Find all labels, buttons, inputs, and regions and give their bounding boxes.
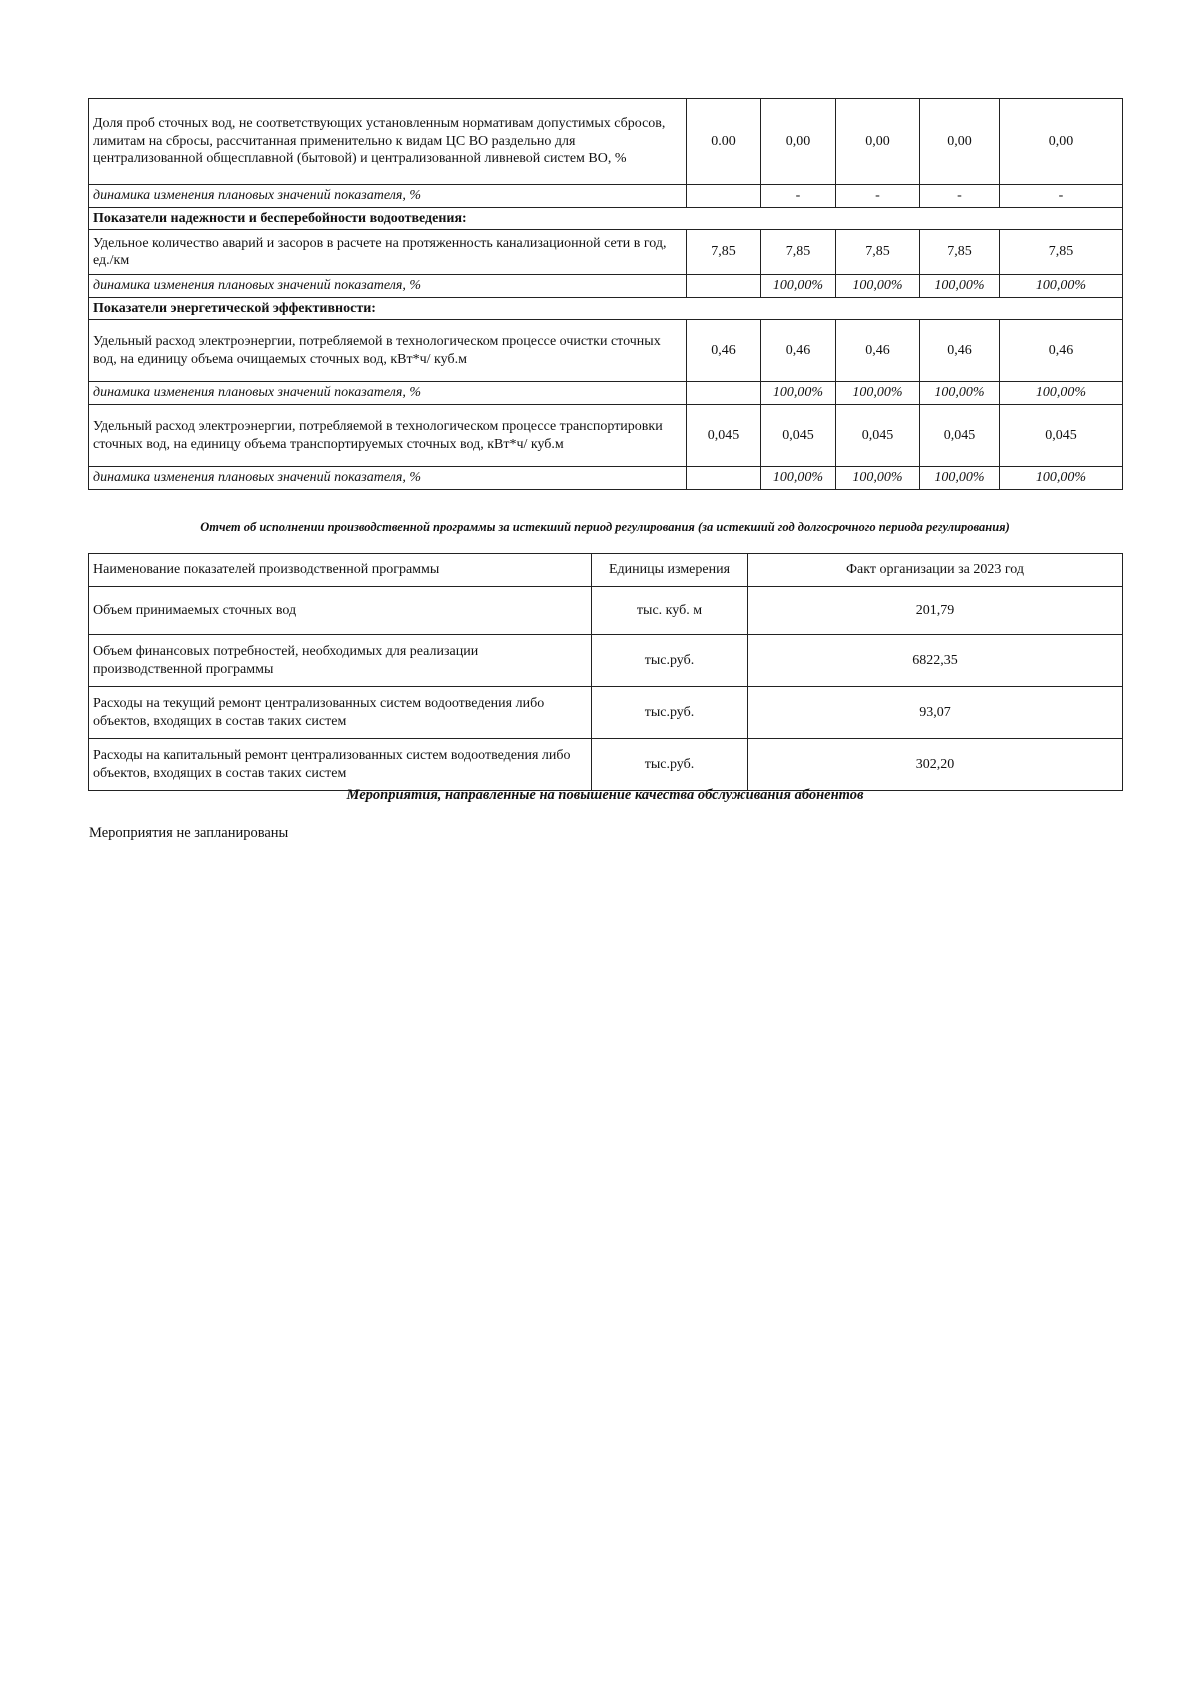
row-label: динамика изменения плановых значений показателя, % [89, 275, 687, 298]
value-cell: 100,00% [1000, 275, 1123, 298]
report-row [89, 587, 1123, 635]
dynamic-row [89, 185, 1123, 208]
value-cell: 100,00% [761, 467, 836, 490]
value-cell: 100,00% [920, 467, 1000, 490]
value-cell: 100,00% [1000, 382, 1123, 405]
header-fact: Факт организации за 2023 год [748, 554, 1123, 587]
value-cell: 100,00% [761, 275, 836, 298]
value-cell: 7,85 [687, 230, 761, 275]
report-name: Расходы на капитальный ремонт централизованных систем водоотведения либо объектов, входящих в состав таких систем [89, 739, 592, 791]
row-label: Удельное количество аварий и засоров в расчете на протяженность канализационной сети в год, ед./км [89, 230, 687, 275]
indicator-row [89, 405, 1123, 467]
dynamic-row [89, 382, 1123, 405]
report-name: Объем финансовых потребностей, необходимых для реализации производственной программы [89, 635, 592, 687]
value-cell: 0,045 [761, 405, 836, 467]
row-label: динамика изменения плановых значений показателя, % [89, 382, 687, 405]
report-title: Отчет об исполнении производственной программы за истекший период регулирования (за истекший год долгосрочного периода регулирования) [200, 520, 1010, 534]
indicator-row [89, 230, 1123, 275]
value-cell [687, 382, 761, 405]
value-cell: 0.00 [687, 99, 761, 185]
value-cell: 0,045 [920, 405, 1000, 467]
dynamic-row [89, 275, 1123, 298]
value-cell: 7,85 [836, 230, 920, 275]
value-cell: 0,00 [1000, 99, 1123, 185]
value-cell: 7,85 [761, 230, 836, 275]
value-cell: - [920, 185, 1000, 208]
report-name: Расходы на текущий ремонт централизованных систем водоотведения либо объектов, входящих в состав таких систем [89, 687, 592, 739]
value-cell: - [836, 185, 920, 208]
report-row [89, 687, 1123, 739]
report-unit: тыс. куб. м [592, 587, 748, 635]
value-cell: 100,00% [836, 382, 920, 405]
value-cell: 7,85 [1000, 230, 1123, 275]
header-unit: Единицы измерения [592, 554, 748, 587]
report-header-row [89, 554, 1123, 587]
value-cell [687, 275, 761, 298]
report-row [89, 739, 1123, 791]
indicator-row [89, 320, 1123, 382]
value-cell: 0,46 [836, 320, 920, 382]
value-cell [687, 467, 761, 490]
report-fact: 302,20 [748, 739, 1123, 791]
report-fact: 201,79 [748, 587, 1123, 635]
section-row [89, 298, 1123, 320]
value-cell: 0,46 [687, 320, 761, 382]
value-cell: 100,00% [836, 467, 920, 490]
row-label: Показатели энергетической эффективности: [89, 298, 1123, 320]
value-cell: 100,00% [1000, 467, 1123, 490]
value-cell [687, 185, 761, 208]
report-fact: 6822,35 [748, 635, 1123, 687]
report-table [88, 553, 1123, 791]
value-cell: 0,46 [920, 320, 1000, 382]
measures-text: Мероприятия не запланированы [89, 825, 289, 841]
row-label: Удельный расход электроэнергии, потребляемой в технологическом процессе очистки сточных вод, на единицу объема очищаемых сточных вод, кВт*ч/ куб.м [89, 320, 687, 382]
report-unit: тыс.руб. [592, 739, 748, 791]
dynamic-row [89, 467, 1123, 490]
value-cell: 0,045 [836, 405, 920, 467]
value-cell: 7,85 [920, 230, 1000, 275]
value-cell: - [1000, 185, 1123, 208]
row-label: динамика изменения плановых значений показателя, % [89, 467, 687, 490]
measures-title: Мероприятия, направленные на повышение качества обслуживания абонентов [346, 787, 864, 803]
value-cell: - [761, 185, 836, 208]
indicators-table [88, 98, 1123, 490]
indicator-row [89, 99, 1123, 185]
value-cell: 100,00% [920, 275, 1000, 298]
report-unit: тыс.руб. [592, 635, 748, 687]
report-name: Объем принимаемых сточных вод [89, 587, 592, 635]
value-cell: 0,045 [1000, 405, 1123, 467]
section-row [89, 208, 1123, 230]
value-cell: 0,045 [687, 405, 761, 467]
row-label: динамика изменения плановых значений показателя, % [89, 185, 687, 208]
value-cell: 0,00 [836, 99, 920, 185]
report-row [89, 635, 1123, 687]
row-label: Доля проб сточных вод, не соответствующих установленным нормативам допустимых сбросов, лимитам на сбросы, рассчитанная применительно к видам ЦС ВО раздельно для централизованной общесплавной (бытовой) и централизованной ливневой систем ВО, % [89, 99, 687, 185]
header-name: Наименование показателей производственной программы [89, 554, 592, 587]
value-cell: 100,00% [920, 382, 1000, 405]
row-label: Удельный расход электроэнергии, потребляемой в технологическом процессе транспортировки сточных вод, на единицу объема транспортируемых сточных вод, кВт*ч/ куб.м [89, 405, 687, 467]
value-cell: 0,46 [1000, 320, 1123, 382]
value-cell: 100,00% [836, 275, 920, 298]
value-cell: 100,00% [761, 382, 836, 405]
report-fact: 93,07 [748, 687, 1123, 739]
value-cell: 0,00 [761, 99, 836, 185]
value-cell: 0,46 [761, 320, 836, 382]
row-label: Показатели надежности и бесперебойности водоотведения: [89, 208, 1123, 230]
report-unit: тыс.руб. [592, 687, 748, 739]
value-cell: 0,00 [920, 99, 1000, 185]
